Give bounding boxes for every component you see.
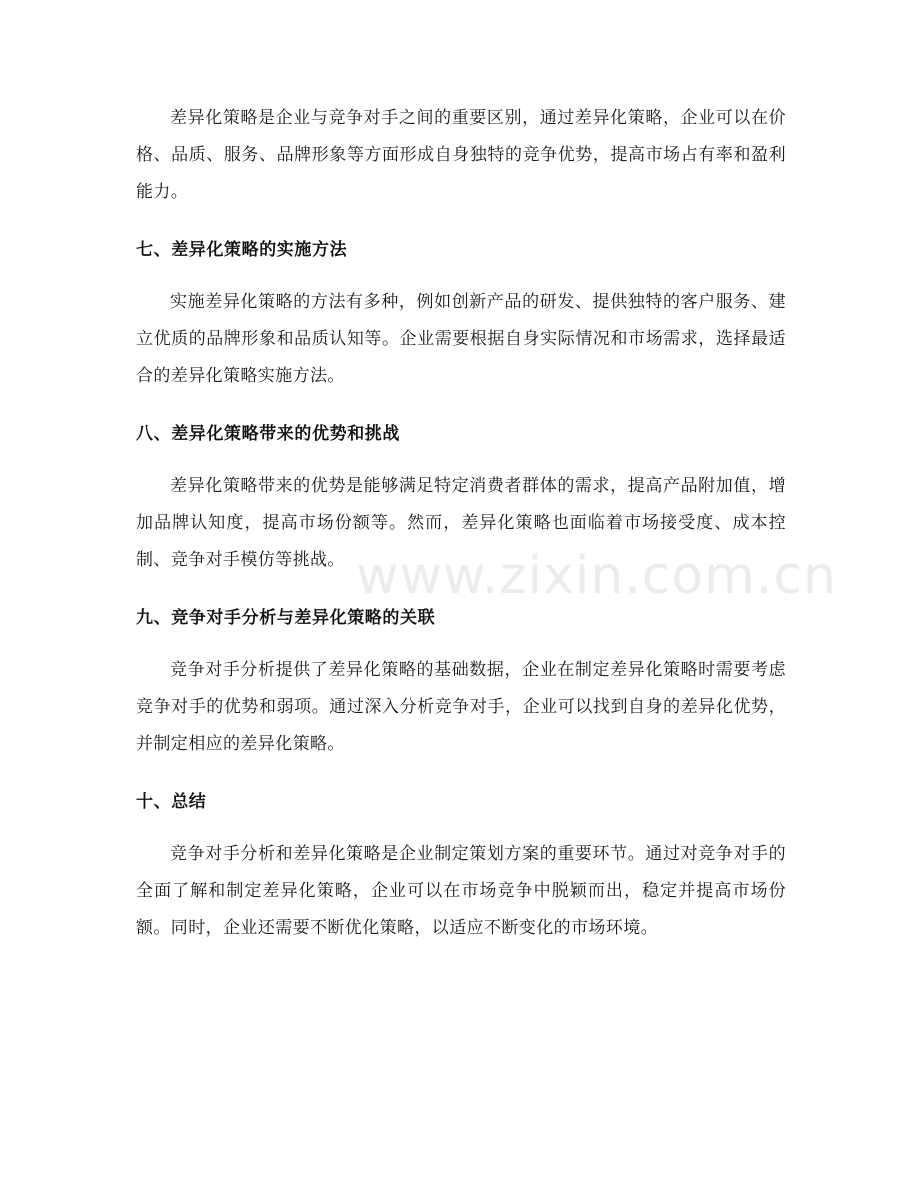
section-heading: 七、差异化策略的实施方法 [136,240,348,260]
section-paragraph: 差异化策略带来的优势是能够满足特定消费者群体的需求，提高产品附加值，增加品牌认知度，提高市场份额等。然而，差异化策略也面临着市场接受度、成本控制、竞争对手模仿等挑战。 [136,476,786,570]
section-8 [136,420,786,579]
section-paragraph: 竞争对手分析和差异化策略是企业制定策划方案的重要环节。通过对竞争对手的全面了解和制定差异化策略，企业可以在市场竞争中脱颖而出，稳定并提高市场份额。同时，企业还需要不断优化策略，以适应不断变化的市场环境。 [136,844,786,938]
section-heading: 十、总结 [136,792,207,812]
section-heading: 八、差异化策略带来的优势和挑战 [136,424,400,444]
section-9 [136,604,786,763]
section-heading: 九、竞争对手分析与差异化策略的关联 [136,608,436,628]
document-page [136,100,786,947]
section-7 [136,236,786,395]
section-10 [136,788,786,947]
intro-paragraph: 差异化策略是企业与竞争对手之间的重要区别，通过差异化策略，企业可以在价格、品质、服务、品牌形象等方面形成自身独特的竞争优势，提高市场占有率和盈利能力。 [136,108,786,202]
section-paragraph: 实施差异化策略的方法有多种，例如创新产品的研发、提供独特的客户服务、建立优质的品牌形象和品质认知等。企业需要根据自身实际情况和市场需求，选择最适合的差异化策略实施方法。 [136,292,786,386]
watermark: www.zixin.com.cn [356,546,837,606]
section-paragraph: 竞争对手分析提供了差异化策略的基础数据，企业在制定差异化策略时需要考虑竞争对手的优势和弱项。通过深入分析竞争对手，企业可以找到自身的差异化优势，并制定相应的差异化策略。 [136,660,786,754]
